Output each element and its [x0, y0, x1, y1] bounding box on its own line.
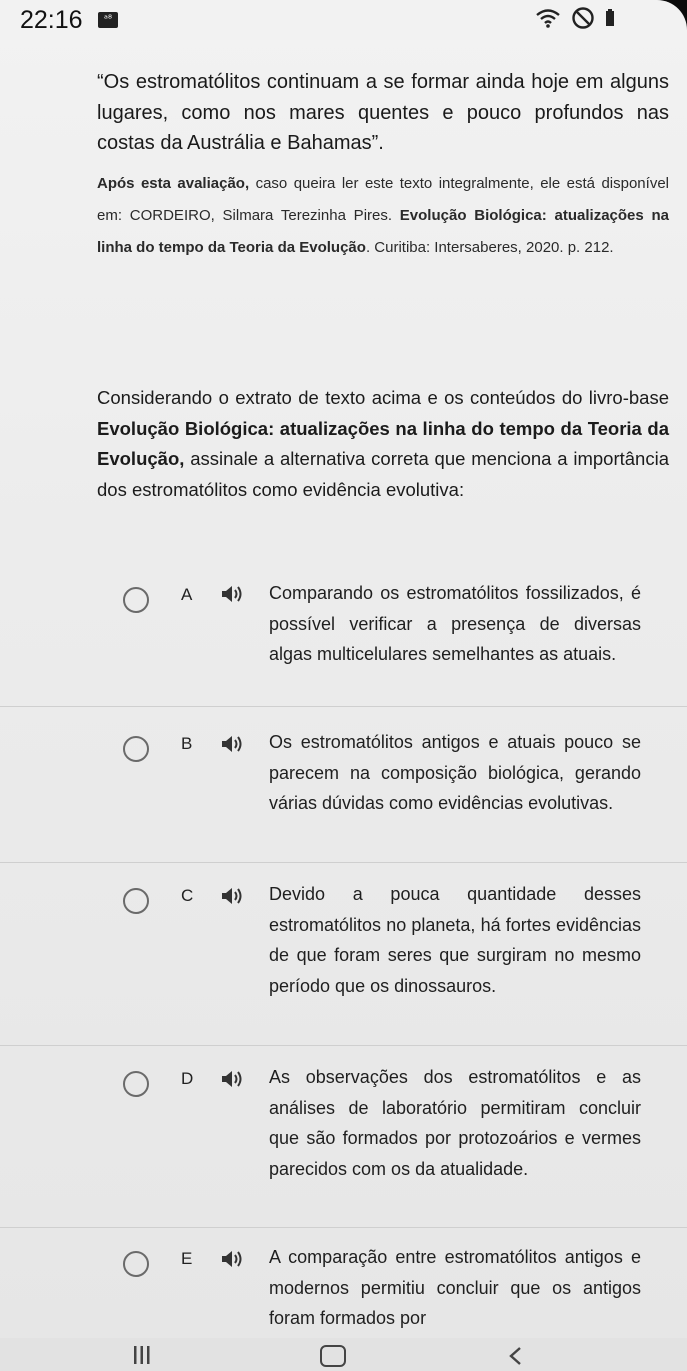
option-e[interactable] — [0, 1245, 687, 1338]
speaker-icon[interactable] — [220, 583, 246, 605]
option-d-letter: D — [181, 1069, 194, 1088]
quote-text: “Os estromatólitos continuam a se formar ainda hoje em alguns lugares, como nos mares quentes e pouco profundos nas costas da Austrália e Bahamas”. — [97, 71, 669, 154]
speaker-icon[interactable] — [220, 1068, 246, 1090]
option-a[interactable] — [0, 575, 687, 705]
option-e-text: A comparação entre estromatólitos antigos e modernos permitiu concluir que os antigos foram formados por — [269, 1247, 641, 1328]
divider — [0, 706, 687, 707]
question-prompt — [97, 383, 669, 505]
option-b-radio[interactable] — [123, 736, 149, 762]
option-c-radio[interactable] — [123, 888, 149, 914]
option-e-radio[interactable] — [123, 1251, 149, 1277]
source-body: caso queira ler este texto integralmente, ele está disponível em: CORDEIRO, Silmara Terezinha Pires. — [97, 175, 669, 224]
source-lead: Após esta avaliação, — [97, 175, 250, 192]
option-d-text: As observações dos estromatólitos e as análises de laboratório permitiram concluir que são formados por protozoários e vermes parecidos com os da atualidade. — [269, 1067, 641, 1179]
option-e-letter: E — [181, 1249, 193, 1268]
option-c-text: Devido a pouca quantidade desses estromatólitos no planeta, há fortes evidências de que foram seres que surgiram no mesmo período que os dinossauros. — [269, 884, 641, 996]
question-book-title: Evolução Biológica: atualizações na linha do tempo da Teoria da Evolução, — [97, 417, 669, 469]
speaker-icon[interactable] — [220, 733, 246, 755]
question-instruction: assinale a alternativa correta que menciona a importância dos estromatólitos como evidência evolutiva: — [97, 448, 669, 500]
recent-apps-icon[interactable] — [133, 1345, 151, 1365]
do-not-disturb-icon — [571, 6, 595, 30]
divider — [0, 862, 687, 863]
option-a-radio[interactable] — [123, 587, 149, 613]
option-d-radio[interactable] — [123, 1071, 149, 1097]
option-b-text: Os estromatólitos antigos e atuais pouco se parecem na composição biológica, gerando várias dúvidas como evidências evolutivas. — [269, 732, 641, 813]
battery-icon — [605, 9, 615, 27]
status-time: 22:16 — [20, 6, 83, 34]
option-a-letter: A — [181, 585, 193, 604]
source-book-title: Evolução Biológica: atualizações na linha do tempo da Teoria da Evolução — [97, 207, 669, 256]
option-b-letter: B — [181, 734, 193, 753]
source-citation — [97, 168, 669, 264]
option-c[interactable] — [0, 882, 687, 1042]
navigation-bar — [0, 1338, 687, 1371]
option-d[interactable] — [0, 1065, 687, 1225]
source-publisher: . Curitiba: Intersaberes, 2020. p. 212. — [365, 239, 614, 256]
home-icon[interactable] — [320, 1345, 346, 1367]
divider — [0, 1045, 687, 1046]
option-a-text: Comparando os estromatólitos fossilizados, é possível verificar a presença de diversas algas multicelulares semelhantes as atuais. — [269, 583, 641, 664]
question-lead: Considerando o extrato de texto acima e os conteúdos do livro-base — [97, 387, 669, 408]
back-icon[interactable] — [508, 1346, 522, 1366]
wifi-icon — [535, 7, 561, 29]
speaker-icon[interactable] — [220, 1248, 246, 1270]
speaker-icon[interactable] — [220, 885, 246, 907]
status-bar — [0, 0, 687, 40]
status-icons — [535, 6, 615, 30]
divider — [0, 1227, 687, 1228]
notification-icon: ᵃ⁸ — [98, 12, 118, 28]
option-c-letter: C — [181, 886, 194, 905]
option-b[interactable] — [0, 730, 687, 860]
